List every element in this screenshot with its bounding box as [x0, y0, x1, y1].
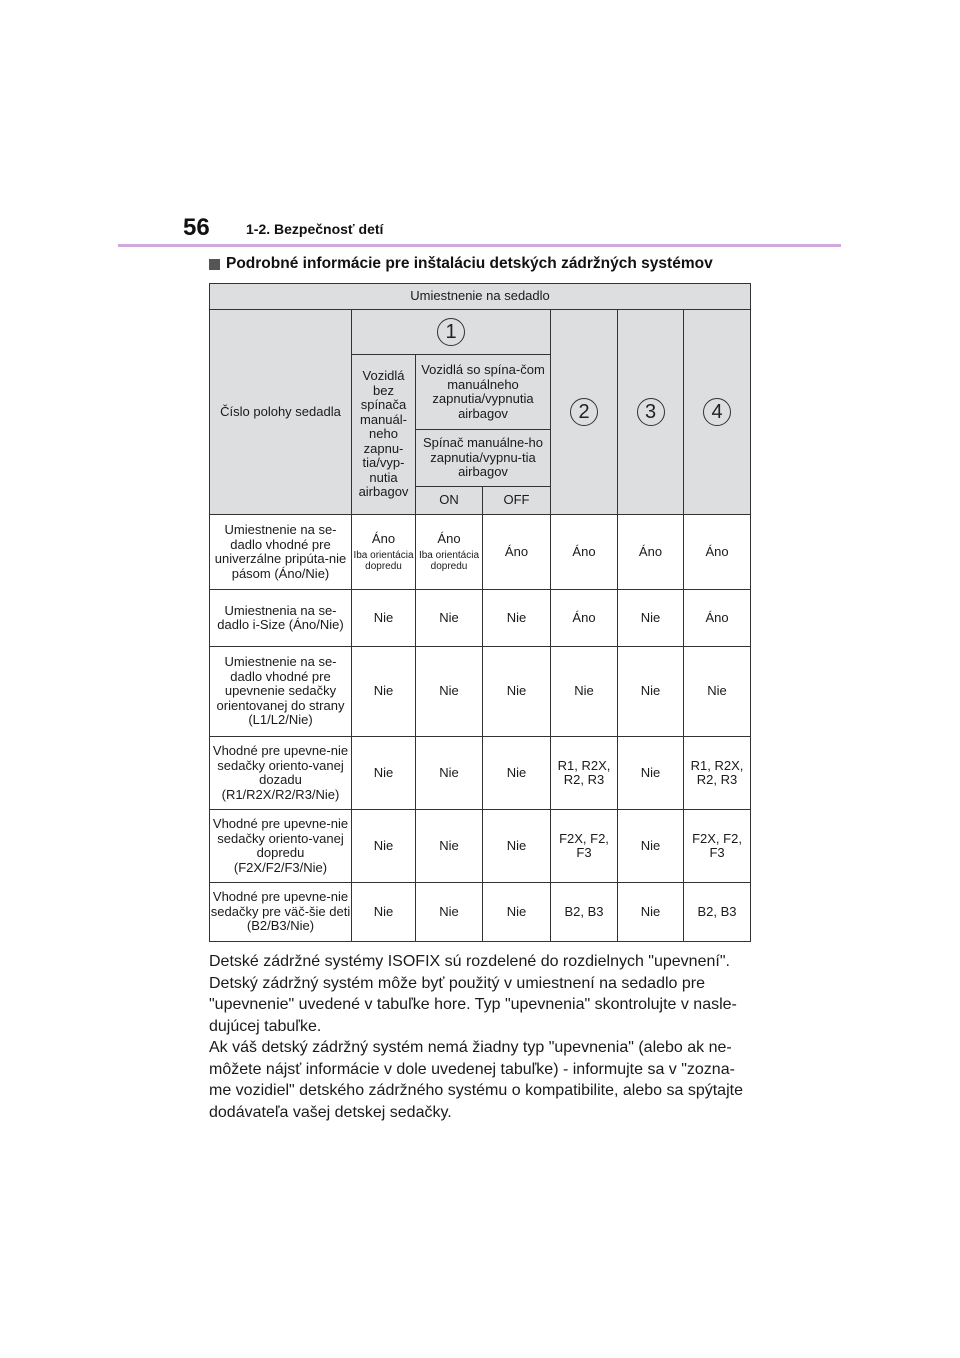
header-divider [118, 244, 841, 247]
table-row [210, 647, 751, 737]
table-cell: Nie [416, 810, 483, 883]
cell-note: Iba orientácia dopredu [418, 549, 480, 572]
table-cell: Nie [618, 590, 684, 647]
table-cell: Nie [483, 737, 551, 810]
row-label: Umiestnenie na se-dadlo vhodné pre univerzálne pripúta-nie pásom (Áno/Nie) [210, 515, 352, 590]
subheading-text: Podrobné informácie pre inštaláciu detských zádržných systémov [226, 255, 713, 272]
row-label: Umiestnenia na se-dadlo i-Size (Áno/Nie) [210, 590, 352, 647]
table-cell: F2X, F2, F3 [684, 810, 751, 883]
table-cell: Nie [416, 737, 483, 810]
table-row [210, 737, 751, 810]
table-row [210, 883, 751, 942]
table-cell: F2X, F2, F3 [551, 810, 618, 883]
vehicle-without-switch: Vozidlá bez spínača manuál-neho zapnu-tia/vyp-nutia airbagov [352, 355, 416, 515]
position-3-header [618, 310, 684, 515]
table-cell: Nie [352, 737, 416, 810]
table-row [210, 515, 751, 590]
row-label: Vhodné pre upevne-nie sedačky pre väč-šie deti (B2/B3/Nie) [210, 883, 352, 942]
table-cell: Nie [618, 737, 684, 810]
cell-value: Áno [437, 531, 461, 547]
table-cell: Nie [618, 810, 684, 883]
table-cell: Áno [618, 515, 684, 590]
row-label-header: Číslo polohy sedadla [210, 310, 352, 515]
row-label: Vhodné pre upevne-nie sedačky oriento-vanej dozadu (R1/R2X/R2/R3/Nie) [210, 737, 352, 810]
table-cell: Nie [684, 647, 751, 737]
body-text [209, 951, 754, 1123]
table-cell: Áno [551, 515, 618, 590]
table-cell: Nie [352, 883, 416, 942]
position-1-icon: 1 [437, 318, 465, 346]
table-cell: Nie [416, 883, 483, 942]
switch-on-label: ON [416, 487, 483, 515]
table-cell: Áno [483, 515, 551, 590]
table-cell: Nie [483, 883, 551, 942]
body-paragraph: Ak váš detský zádržný systém nemá žiadny typ "upevnenia" (alebo ak ne-môžete nájsť informácie v dole uvedenej tabuľke) - informujte sa v "zozna-me vozidiel" detského zádržného systému o kompatibilite, alebo sa spýtajte dodávateľa vašej detskej sedačky. [209, 1039, 743, 1121]
switch-label: Spínač manuálne-ho zapnutia/vypnu-tia airbagov [416, 430, 551, 487]
table-cell [416, 515, 483, 590]
position-4-icon: 4 [703, 398, 731, 426]
table-cell: Nie [618, 883, 684, 942]
table-row [210, 590, 751, 647]
row-label: Umiestnenie na se-dadlo vhodné pre upevnenie sedačky orientovanej do strany (L1/L2/Nie) [210, 647, 352, 737]
table-cell: Nie [416, 590, 483, 647]
table-cell [352, 515, 416, 590]
table-row [210, 810, 751, 883]
table-cell: Nie [416, 647, 483, 737]
table-cell: Nie [551, 647, 618, 737]
switch-off-label: OFF [483, 487, 551, 515]
table-cell: Áno [684, 515, 751, 590]
table-cell: Nie [483, 590, 551, 647]
position-1-header [352, 310, 551, 355]
table-title: Umiestnenie na sedadlo [210, 284, 751, 310]
cell-note: Iba orientácia dopredu [353, 549, 414, 572]
row-label: Vhodné pre upevne-nie sedačky oriento-vanej dopredu (F2X/F2/F3/Nie) [210, 810, 352, 883]
table-cell: B2, B3 [684, 883, 751, 942]
position-2-header [551, 310, 618, 515]
table-cell: Nie [483, 647, 551, 737]
table-cell: Nie [618, 647, 684, 737]
table-cell: Áno [684, 590, 751, 647]
table-cell: Nie [352, 590, 416, 647]
square-bullet-icon [209, 259, 220, 270]
subheading [209, 255, 713, 273]
table-cell: R1, R2X, R2, R3 [551, 737, 618, 810]
table-cell: R1, R2X, R2, R3 [684, 737, 751, 810]
table-cell: Nie [352, 810, 416, 883]
seat-position-table [209, 283, 751, 942]
body-paragraph: Detské zádržné systémy ISOFIX sú rozdelené do rozdielnych "upevnení". Detský zádržný systém môže byť použitý v umiestnení na sedadlo pre "upevnenie" uvedené v tabuľke hore. Typ "upevnenia" skontrolujte v nasle-dujúcej tabuľke. [209, 953, 737, 1035]
section-title: 1-2. Bezpečnosť detí [246, 221, 384, 237]
position-4-header [684, 310, 751, 515]
page-number: 56 [183, 214, 210, 241]
table-cell: Nie [352, 647, 416, 737]
cell-value: Áno [371, 531, 396, 547]
position-3-icon: 3 [637, 398, 665, 426]
vehicle-with-switch: Vozidlá so spína-čom manuálneho zapnutia/vypnutia airbagov [416, 355, 551, 430]
table-cell: Áno [551, 590, 618, 647]
position-2-icon: 2 [570, 398, 598, 426]
table-cell: B2, B3 [551, 883, 618, 942]
table-cell: Nie [483, 810, 551, 883]
